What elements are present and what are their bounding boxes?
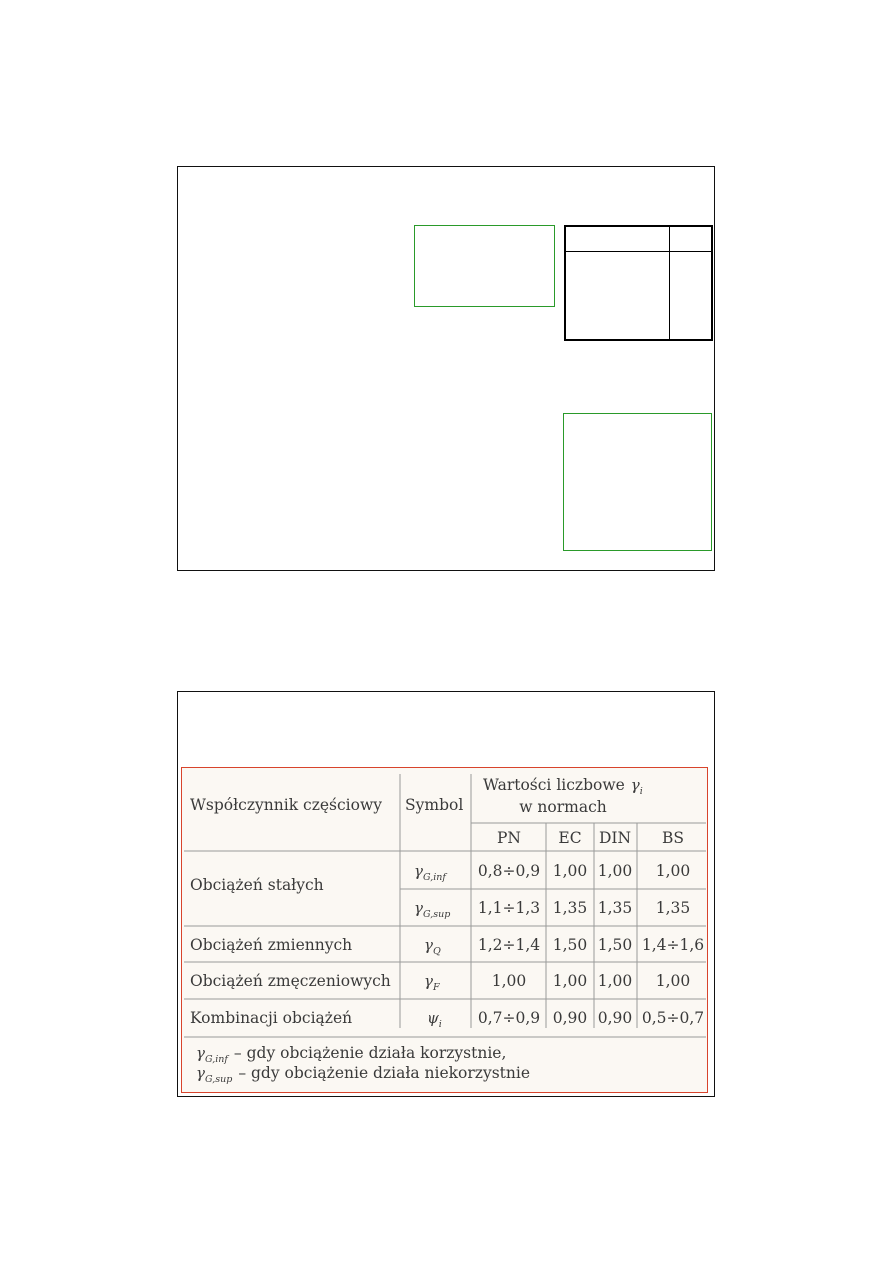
row-symbol-g-inf: $\gamma_{G,inf}$ <box>414 862 446 883</box>
header-values-line2: w normach <box>519 798 607 816</box>
slide-2 <box>177 691 715 1097</box>
factor-table <box>182 768 706 1091</box>
row-symbol-q: $\gamma_Q$ <box>424 936 441 957</box>
cell-q-pn: 1,2÷1,4 <box>477 936 541 954</box>
note-g-sup: $\gamma_{G,sup}$ – gdy obciążenie działa niekorzystnie <box>196 1064 530 1085</box>
header-norm-din: DIN <box>598 829 632 847</box>
header-values-line1: Wartości liczbowe $\gamma_i$ <box>483 776 643 797</box>
cell-f-pn: 1,00 <box>491 972 527 990</box>
scanned-factor-table <box>181 767 708 1093</box>
row-symbol-g-sup: $\gamma_{G,sup}$ <box>414 899 451 920</box>
row-factor-permanent: Obciążeń stałych <box>190 876 324 894</box>
cell-q-bs: 1,4÷1,6 <box>641 936 705 954</box>
cell-g-sup-pn: 1,1÷1,3 <box>477 899 541 917</box>
cell-psi-bs: 0,5÷0,7 <box>641 1009 705 1027</box>
slide-1 <box>177 166 715 571</box>
cell-psi-ec: 0,90 <box>552 1009 588 1027</box>
row-factor-fatigue: Obciążeń zmęczeniowych <box>190 972 391 990</box>
cell-f-ec: 1,00 <box>552 972 588 990</box>
cell-q-din: 1,50 <box>597 936 633 954</box>
green-frame-bottom <box>563 413 712 551</box>
green-frame-top <box>414 225 555 307</box>
row-symbol-psi: $\psi_i$ <box>427 1009 442 1030</box>
header-norm-bs: BS <box>661 829 685 847</box>
cell-g-inf-din: 1,00 <box>597 862 633 880</box>
header-norm-ec: EC <box>558 829 582 847</box>
empty-table-column-rule <box>669 227 670 339</box>
cell-q-ec: 1,50 <box>552 936 588 954</box>
cell-g-sup-ec: 1,35 <box>552 899 588 917</box>
cell-f-bs: 1,00 <box>655 972 691 990</box>
cell-g-inf-ec: 1,00 <box>552 862 588 880</box>
cell-g-inf-pn: 0,8÷0,9 <box>477 862 541 880</box>
row-factor-combination: Kombinacji obciążeń <box>190 1009 353 1027</box>
row-symbol-f: $\gamma_F$ <box>424 972 440 993</box>
cell-g-sup-bs: 1,35 <box>655 899 691 917</box>
empty-table-header-rule <box>566 251 711 252</box>
cell-f-din: 1,00 <box>597 972 633 990</box>
cell-psi-pn: 0,7÷0,9 <box>477 1009 541 1027</box>
header-factor: Współczynnik częściowy <box>190 796 382 814</box>
cell-g-inf-bs: 1,00 <box>655 862 691 880</box>
note-g-inf: $\gamma_{G,inf}$ – gdy obciążenie działa korzystnie, <box>196 1044 507 1065</box>
empty-table <box>564 225 713 341</box>
header-norm-pn: PN <box>497 829 521 847</box>
row-factor-variable: Obciążeń zmiennych <box>190 936 353 954</box>
cell-psi-din: 0,90 <box>597 1009 633 1027</box>
cell-g-sup-din: 1,35 <box>597 899 633 917</box>
header-symbol: Symbol <box>405 796 464 814</box>
